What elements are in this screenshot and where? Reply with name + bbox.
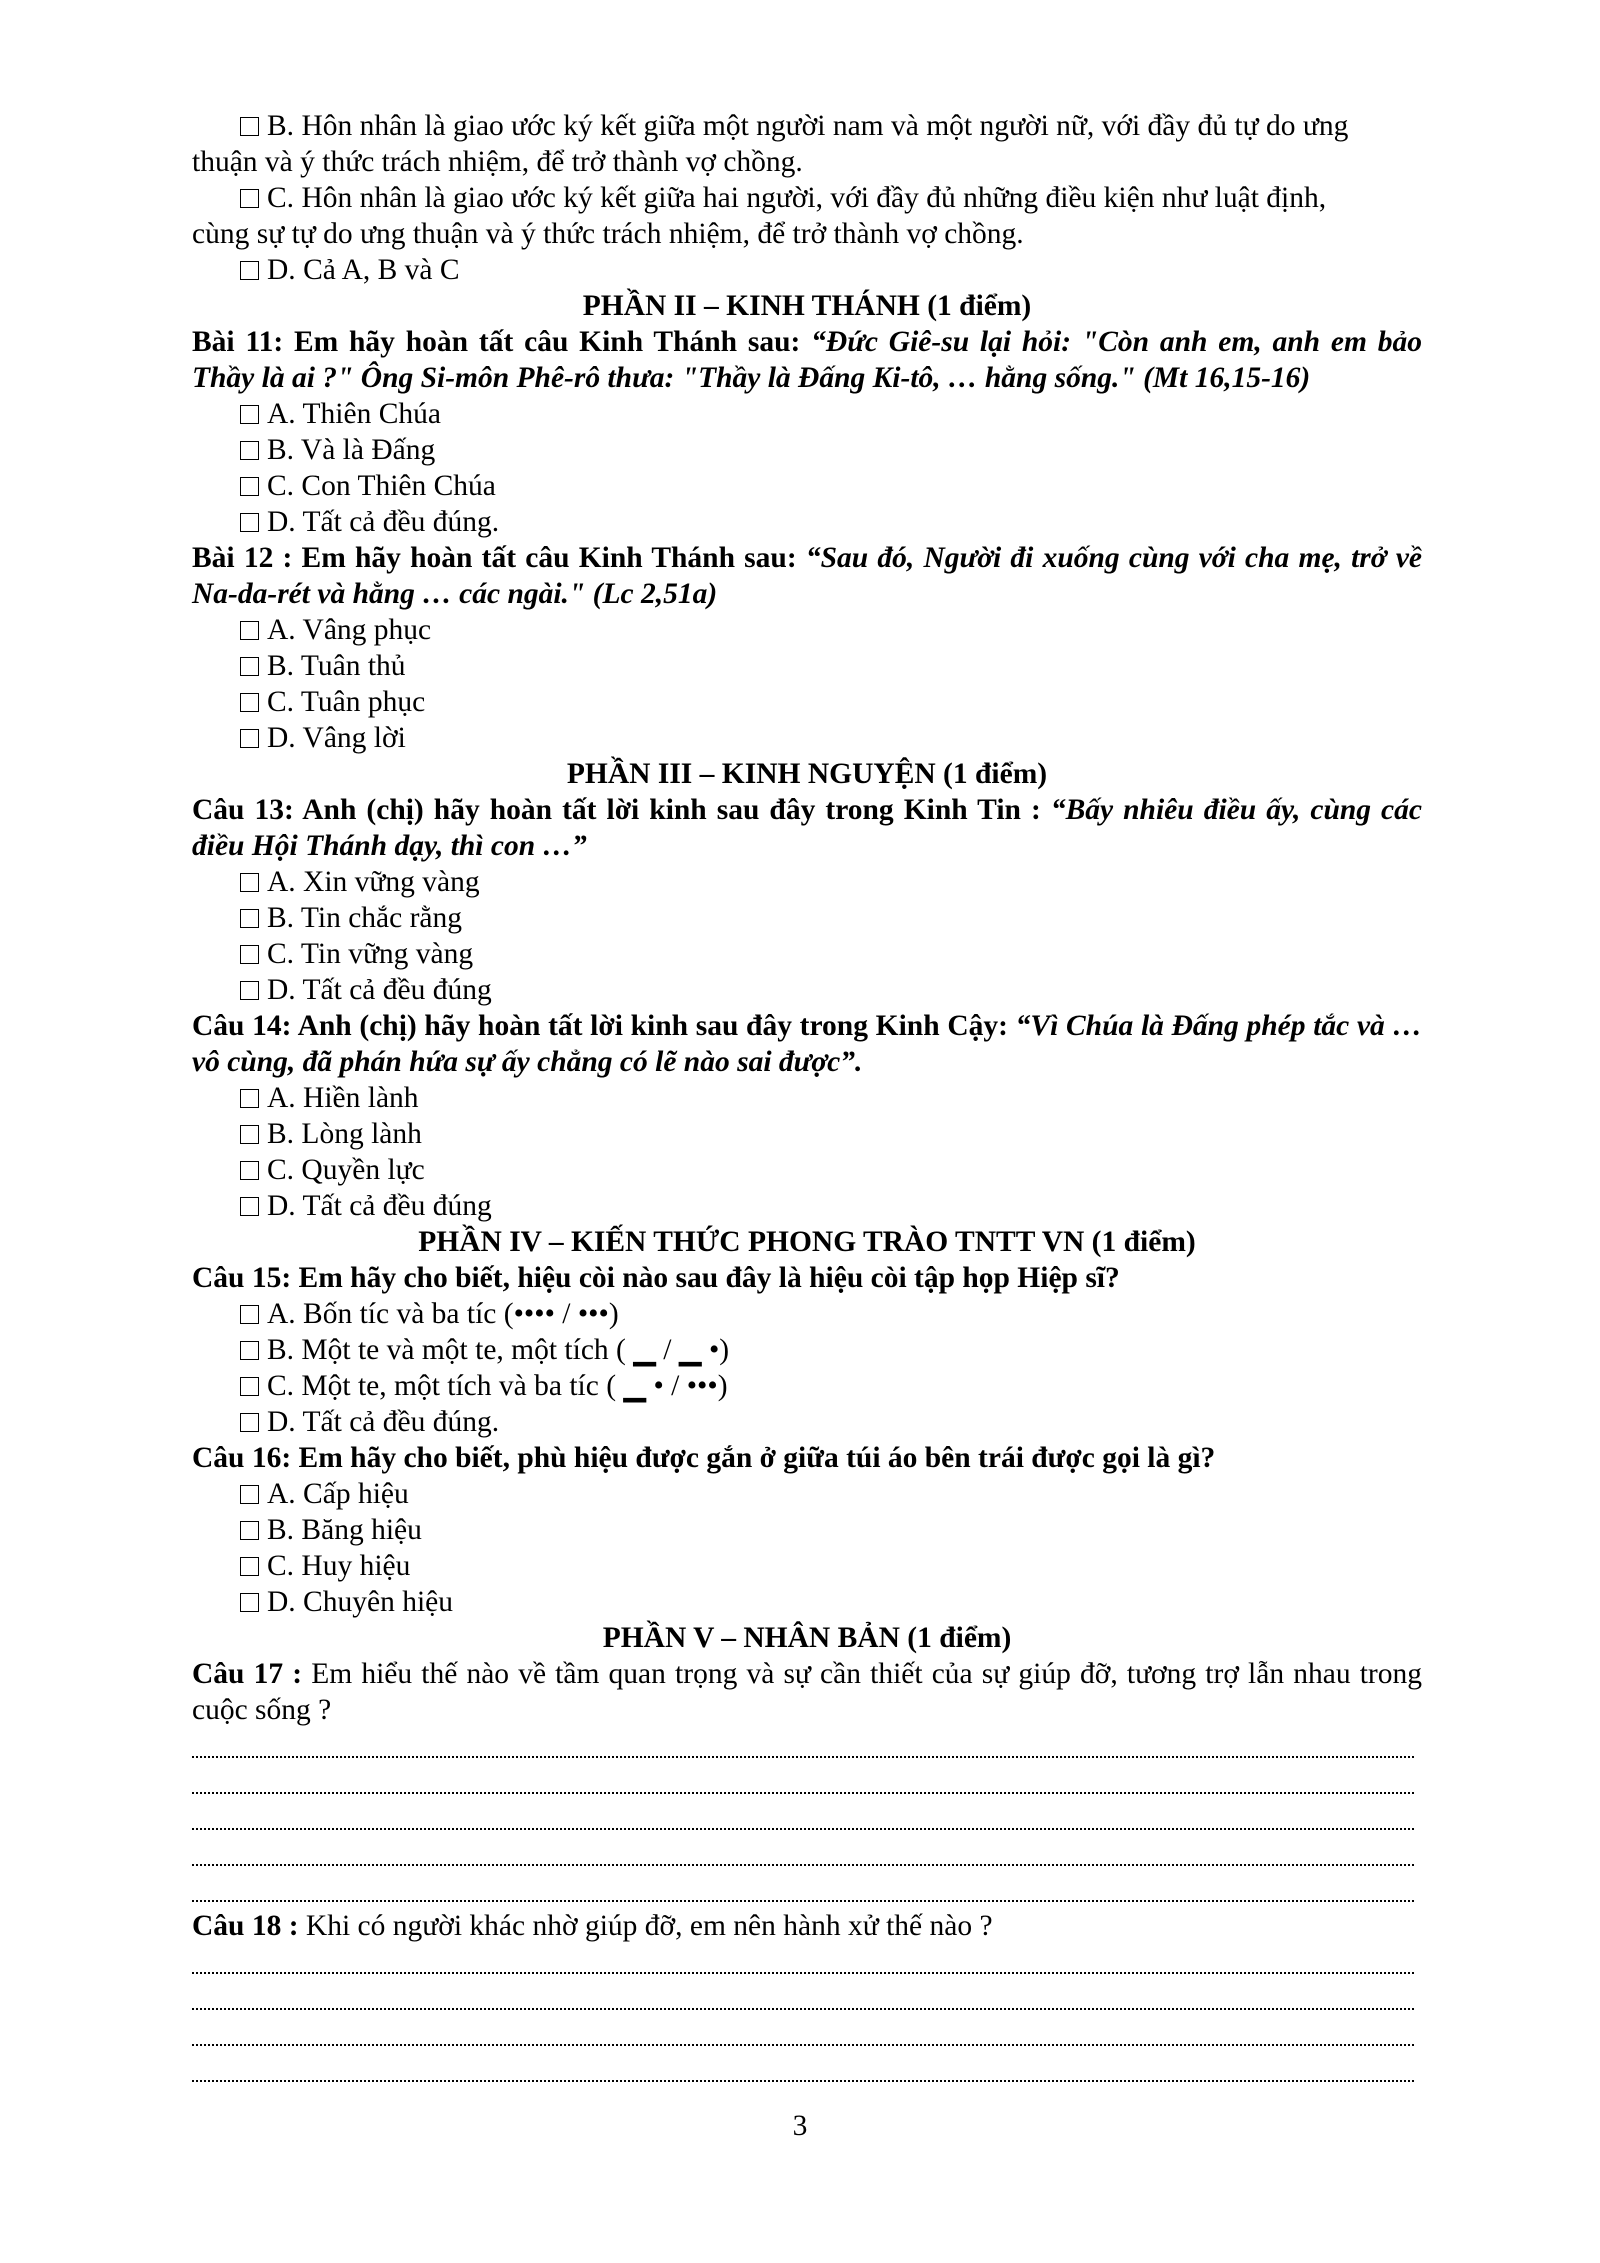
question-18	[192, 1908, 1422, 1944]
q16-option-d[interactable]: D. Chuyên hiệu	[192, 1584, 1422, 1620]
checkbox-icon[interactable]	[240, 657, 259, 676]
answer-line[interactable]	[192, 1764, 1414, 1800]
q12-option-c[interactable]: C. Tuân phục	[192, 684, 1422, 720]
q10-option-b[interactable]: B. Hôn nhân là giao ước ký kết giữa một người nam và một người nữ, với đầy đủ tự do ưng	[192, 108, 1422, 144]
checkbox-icon[interactable]	[240, 1161, 259, 1180]
q10-option-b-continuation: thuận và ý thức trách nhiệm, để trở thành vợ chồng.	[192, 146, 803, 178]
answer-line[interactable]	[192, 2016, 1414, 2052]
checkbox-icon[interactable]	[240, 1593, 259, 1612]
checkbox-icon[interactable]	[240, 477, 259, 496]
checkbox-icon[interactable]	[240, 1125, 259, 1144]
question-16	[192, 1440, 1422, 1476]
checkbox-icon[interactable]	[240, 945, 259, 964]
answer-line[interactable]	[192, 2052, 1414, 2088]
q14-option-a[interactable]: A. Hiền lành	[192, 1080, 1422, 1116]
q13-option-b[interactable]: B. Tin chắc rằng	[192, 900, 1422, 936]
q14-option-d[interactable]: D. Tất cả đều đúng	[192, 1188, 1422, 1224]
checkbox-icon[interactable]	[240, 1485, 259, 1504]
section-heading-part5: PHẦN V – NHÂN BẢN (1 điểm)	[602, 1622, 1012, 1654]
q15-option-a[interactable]: A. Bốn tíc và ba tíc (•••• / •••)	[192, 1296, 1422, 1332]
question-label: Bài 12 : Em hãy hoàn tất câu Kinh Thánh sau:	[192, 542, 797, 574]
checkbox-icon[interactable]	[240, 729, 259, 748]
checkbox-icon[interactable]	[240, 1197, 259, 1216]
question-11	[192, 324, 1422, 396]
question-15	[192, 1260, 1422, 1296]
question-label: Câu 16: Em hãy cho biết, phù hiệu được gắn ở giữa túi áo bên trái được gọi là gì?	[192, 1442, 1216, 1474]
answer-line[interactable]	[192, 1800, 1414, 1836]
question-label: Câu 14: Anh (chị) hãy hoàn tất lời kinh sau đây trong Kinh Cậy:	[192, 1010, 1008, 1042]
checkbox-icon[interactable]	[240, 1305, 259, 1324]
question-quote: “Sau đó, Người đi xuống cùng với cha mẹ, trở về Na-da-rét và hằng … các ngài." (Lc 2,51a)	[192, 542, 1423, 610]
exam-page	[192, 108, 1422, 2088]
section-heading-part2: PHẦN II – KINH THÁNH (1 điểm)	[582, 290, 1032, 322]
q13-option-a[interactable]: A. Xin vững vàng	[192, 864, 1422, 900]
q14-option-b[interactable]: B. Lòng lành	[192, 1116, 1422, 1152]
checkbox-icon[interactable]	[240, 441, 259, 460]
checkbox-icon[interactable]	[240, 117, 259, 136]
page-number: 3	[792, 2110, 808, 2142]
question-label: Câu 17 :	[192, 1658, 303, 1690]
checkbox-icon[interactable]	[240, 621, 259, 640]
q14-option-c[interactable]: C. Quyền lực	[192, 1152, 1422, 1188]
q13-option-c[interactable]: C. Tin vững vàng	[192, 936, 1422, 972]
q15-option-d[interactable]: D. Tất cả đều đúng.	[192, 1404, 1422, 1440]
q12-option-b[interactable]: B. Tuân thủ	[192, 648, 1422, 684]
section-heading-part3: PHẦN III – KINH NGUYỆN (1 điểm)	[566, 758, 1048, 790]
checkbox-icon[interactable]	[240, 1521, 259, 1540]
question-label: Câu 18 :	[192, 1910, 299, 1942]
q11-option-b[interactable]: B. Và là Đấng	[192, 432, 1422, 468]
question-13	[192, 792, 1422, 864]
question-text: Khi có người khác nhờ giúp đỡ, em nên hành xử thế nào ?	[305, 1910, 993, 1942]
answer-line[interactable]	[192, 1872, 1414, 1908]
checkbox-icon[interactable]	[240, 261, 259, 280]
q11-option-d[interactable]: D. Tất cả đều đúng.	[192, 504, 1422, 540]
q16-option-c[interactable]: C. Huy hiệu	[192, 1548, 1422, 1584]
question-quote: “Bấy nhiêu điều ấy, cùng các điều Hội Thánh dạy, thì con …”	[192, 794, 1422, 862]
checkbox-icon[interactable]	[240, 1557, 259, 1576]
q10-option-d[interactable]: D. Cả A, B và C	[192, 252, 1422, 288]
q10-option-c-continuation: cùng sự tự do ưng thuận và ý thức trách nhiệm, để trở thành vợ chồng.	[192, 218, 1024, 250]
answer-line[interactable]	[192, 1980, 1414, 2016]
checkbox-icon[interactable]	[240, 909, 259, 928]
checkbox-icon[interactable]	[240, 693, 259, 712]
answer-line[interactable]	[192, 1836, 1414, 1872]
q12-option-d[interactable]: D. Vâng lời	[192, 720, 1422, 756]
question-label: Câu 15: Em hãy cho biết, hiệu còi nào sau đây là hiệu còi tập họp Hiệp sĩ?	[192, 1262, 1120, 1294]
question-label: Câu 13: Anh (chị) hãy hoàn tất lời kinh sau đây trong Kinh Tin :	[192, 794, 1041, 826]
q12-option-a[interactable]: A. Vâng phục	[192, 612, 1422, 648]
question-12	[192, 540, 1422, 612]
checkbox-icon[interactable]	[240, 1377, 259, 1396]
question-quote: “Vì Chúa là Đấng phép tắc và … vô cùng, đã phán hứa sự ấy chẳng có lẽ nào sai được”.	[192, 1010, 1423, 1078]
question-text: Em hiểu thế nào về tầm quan trọng và sự cần thiết của sự giúp đỡ, tương trợ lẫn nhau trong cuộc sống ?	[192, 1658, 1422, 1726]
q11-option-a[interactable]: A. Thiên Chúa	[192, 396, 1422, 432]
section-heading-part4: PHẦN IV – KIẾN THỨC PHONG TRÀO TNTT VN (1 điểm)	[418, 1226, 1196, 1258]
checkbox-icon[interactable]	[240, 1089, 259, 1108]
q11-option-c[interactable]: C. Con Thiên Chúa	[192, 468, 1422, 504]
checkbox-icon[interactable]	[240, 981, 259, 1000]
q16-option-a[interactable]: A. Cấp hiệu	[192, 1476, 1422, 1512]
answer-line[interactable]	[192, 1728, 1414, 1764]
q13-option-d[interactable]: D. Tất cả đều đúng	[192, 972, 1422, 1008]
checkbox-icon[interactable]	[240, 405, 259, 424]
checkbox-icon[interactable]	[240, 1341, 259, 1360]
q10-option-c[interactable]: C. Hôn nhân là giao ước ký kết giữa hai người, với đầy đủ những điều kiện như luật định,	[192, 180, 1422, 216]
q16-option-b[interactable]: B. Băng hiệu	[192, 1512, 1422, 1548]
question-quote: “Đức Giê-su lại hỏi: "Còn anh em, anh em bảo Thầy là ai ?" Ông Si-môn Phê-rô thưa: "Thầy là Đấng Ki-tô, … hằng sống." (Mt 16,15-16)	[192, 326, 1423, 394]
checkbox-icon[interactable]	[240, 1413, 259, 1432]
question-label: Bài 11: Em hãy hoàn tất câu Kinh Thánh sau:	[192, 326, 801, 358]
q15-option-b[interactable]: B. Một te và một te, một tích ( ▁ / ▁ •)	[192, 1332, 1422, 1368]
question-14	[192, 1008, 1422, 1080]
answer-line[interactable]	[192, 1944, 1414, 1980]
q15-option-c[interactable]: C. Một te, một tích và ba tíc ( ▁ • / •••)	[192, 1368, 1422, 1404]
question-17	[192, 1656, 1422, 1728]
checkbox-icon[interactable]	[240, 873, 259, 892]
checkbox-icon[interactable]	[240, 513, 259, 532]
checkbox-icon[interactable]	[240, 189, 259, 208]
